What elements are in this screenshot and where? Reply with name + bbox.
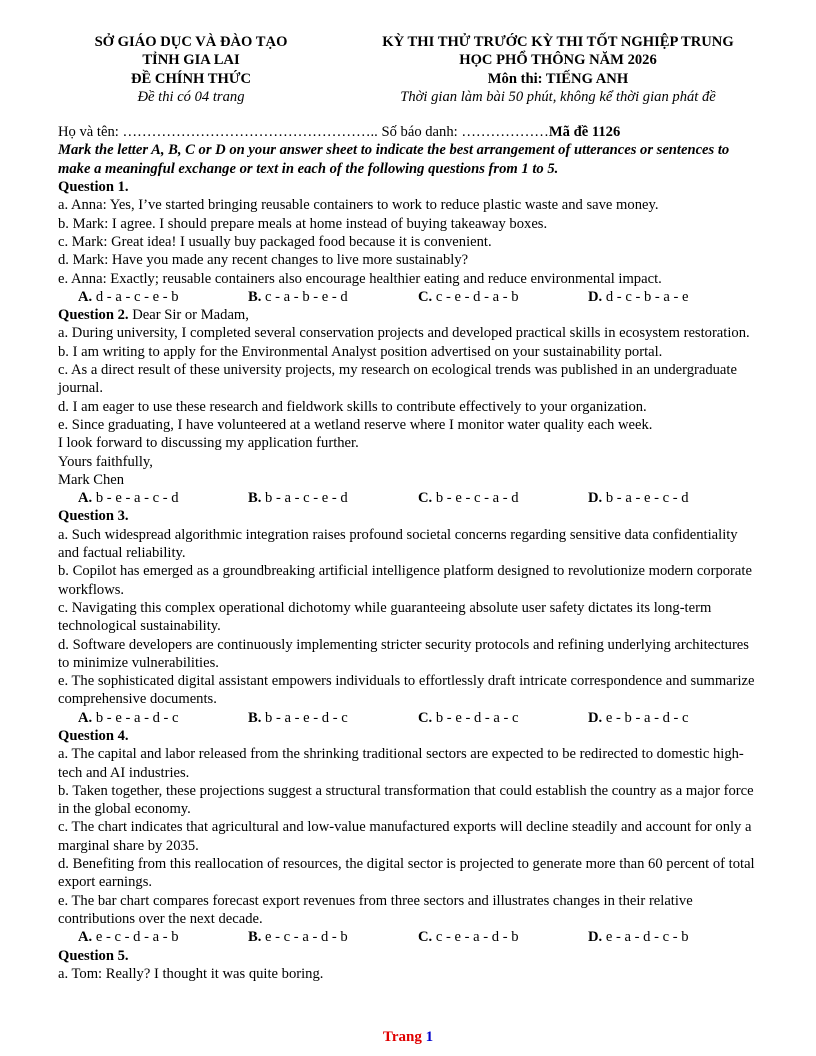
- question-sentence: d. Software developers are continuously implementing stricter security protocols and refining underlying architectures to minimize vulnerabilities.: [58, 636, 749, 671]
- question-title: Question 2.: [58, 307, 129, 324]
- question-heading: [58, 178, 758, 196]
- question-heading: [58, 507, 758, 525]
- question-sentence: a. The capital and labor released from the shrinking traditional sectors are expected to be redirected to domestic high-tech and AI industries.: [58, 746, 744, 781]
- question-sentence: d. I am eager to use these research and fieldwork skills to contribute effectively to your organization.: [58, 398, 647, 415]
- option-text: e - c - a - d - b: [265, 929, 348, 946]
- question-title: Question 3.: [58, 508, 129, 525]
- question-block: [58, 727, 758, 947]
- question-sentence: b. Mark: I agree. I should prepare meals at home instead of buying takeaway boxes.: [58, 215, 548, 232]
- province-name: TỈNH GIA LAI: [142, 52, 240, 69]
- option-letter: C.: [418, 288, 433, 305]
- answer-option: [418, 928, 588, 946]
- exam-title-line1: KỲ THI THỬ TRƯỚC KỲ THI TỐT NGHIỆP TRUNG: [382, 34, 734, 50]
- answer-option: [248, 489, 418, 507]
- page-label: Trang: [382, 1029, 422, 1045]
- question-block: [58, 178, 758, 306]
- exam-page: [58, 33, 758, 983]
- answer-option: [418, 709, 588, 727]
- option-text: e - a - d - c - b: [605, 929, 689, 946]
- question-block: [58, 947, 758, 984]
- answer-option: [78, 288, 248, 306]
- option-letter: D.: [588, 490, 603, 507]
- question-sentence: e. Anna: Exactly; reusable containers also encourage healthier eating and reduce environmental impact.: [58, 270, 662, 287]
- letter-closing-line: Yours faithfully,: [58, 453, 153, 470]
- exam-header: [58, 33, 758, 106]
- answer-option: [78, 709, 248, 727]
- exam-code: Mã đề 1126: [548, 124, 621, 141]
- candidate-info: [58, 123, 758, 141]
- exam-title-line2: HỌC PHỔ THÔNG NĂM 2026: [459, 52, 657, 69]
- question-heading: [58, 306, 758, 324]
- option-text: b - e - a - d - c: [95, 709, 179, 726]
- letter-closing-line: Mark Chen: [58, 471, 125, 488]
- question-sentence: d. Mark: Have you made any recent changes to live more sustainably?: [58, 252, 469, 269]
- question-sentence: b. Copilot has emerged as a groundbreaking artificial intelligence platform designed to revolutionize modern corporate workflows.: [58, 563, 752, 598]
- question-heading: [58, 947, 758, 965]
- question-sentence: a. Such widespread algorithmic integration raises profound societal concerns regarding sensitive data confidentiality and factual reliability.: [58, 526, 738, 562]
- question-heading: [58, 727, 758, 745]
- answer-option: [248, 709, 418, 727]
- option-letter: D.: [588, 709, 603, 726]
- option-text: b - e - c - a - d: [435, 490, 519, 507]
- question-intro: Dear Sir or Madam,: [132, 307, 249, 324]
- question-sentence: e. The bar chart compares forecast export revenues from three sectors and illustrates changes in their relative contributions over the next decade.: [58, 892, 693, 927]
- option-letter: B.: [248, 288, 262, 305]
- question-sentence: a. During university, I completed several conservation projects and developed practical skills in ecosystem restoration.: [58, 325, 750, 342]
- option-text: b - a - e - d - c: [265, 709, 348, 726]
- option-letter: B.: [248, 490, 262, 507]
- answer-options: [58, 928, 758, 946]
- answer-option: [78, 489, 248, 507]
- question-sentence: e. The sophisticated digital assistant empowers individuals to effortlessly draft intricate correspondence and summarize comprehensive documents.: [58, 673, 755, 708]
- answer-options: [58, 489, 758, 507]
- option-letter: C.: [418, 929, 433, 946]
- official-label: ĐỀ CHÍNH THỨC: [130, 70, 251, 87]
- option-text: e - c - d - a - b: [95, 929, 179, 946]
- option-text: d - c - b - a - e: [605, 288, 689, 305]
- option-letter: A.: [78, 709, 93, 726]
- header-right: [348, 33, 768, 106]
- option-text: b - e - d - a - c: [435, 709, 519, 726]
- option-letter: C.: [418, 490, 433, 507]
- answer-option: [418, 489, 588, 507]
- answer-options: [58, 709, 758, 727]
- question-block: [58, 306, 758, 507]
- page-number: 1: [425, 1029, 434, 1045]
- question-sentence: c. Mark: Great idea! I usually buy packaged food because it is convenient.: [58, 233, 492, 250]
- option-letter: B.: [248, 929, 262, 946]
- question-sentence: b. Taken together, these projections suggest a structural transformation that could establish the country as a major force in the global economy.: [58, 782, 754, 818]
- question-block: [58, 507, 758, 727]
- option-text: b - a - c - e - d: [265, 490, 348, 507]
- question-title: Question 5.: [58, 947, 129, 964]
- option-text: e - b - a - d - c: [605, 709, 689, 726]
- option-letter: C.: [418, 709, 433, 726]
- question-sentence: a. Anna: Yes, I’ve started bringing reusable containers to work to reduce plastic waste and save money.: [58, 197, 659, 214]
- answer-option: [588, 709, 758, 727]
- question-title: Question 1.: [58, 179, 129, 196]
- option-text: c - a - b - e - d: [265, 288, 348, 305]
- question-sentence: c. As a direct result of these university projects, my research on ecological trends was published in an undergraduate journal.: [58, 362, 737, 397]
- option-text: b - a - e - c - d: [605, 490, 689, 507]
- answer-option: [248, 928, 418, 946]
- question-title: Question 4.: [58, 727, 129, 744]
- option-letter: A.: [78, 929, 93, 946]
- answer-option: [248, 288, 418, 306]
- option-text: d - a - c - e - b: [95, 288, 179, 305]
- page-footer: [0, 1029, 816, 1046]
- question-sentence: c. The chart indicates that agricultural and low-value manufactured exports will decline steadily and account for only a marginal share by 2035.: [58, 819, 752, 854]
- letter-closing-line: I look forward to discussing my application further.: [58, 435, 359, 452]
- question-sentence: e. Since graduating, I have volunteered at a wetland reserve where I monitor water quality each week.: [58, 416, 653, 433]
- question-sentence: c. Navigating this complex operational dichotomy while guaranteeing absolute user safety dictates its long-term technological sustainability.: [58, 599, 712, 635]
- header-left: [66, 33, 316, 106]
- instruction: Mark the letter A, B, C or D on your answer sheet to indicate the best arrangement of utterances or sentences to make a meaningful exchange or text in each of the following questions from 1 to 5.: [58, 142, 730, 177]
- option-text: c - e - d - a - b: [435, 288, 519, 305]
- subject: Môn thi: TIẾNG ANH: [487, 70, 629, 87]
- question-sentence: b. I am writing to apply for the Environmental Analyst position advertised on your sustainability portal.: [58, 343, 663, 360]
- option-text: c - e - a - d - b: [435, 929, 519, 946]
- time-limit: Thời gian làm bài 50 phút, không kể thời gian phát đề: [400, 88, 716, 105]
- answer-option: [418, 288, 588, 306]
- answer-option: [588, 928, 758, 946]
- option-letter: D.: [588, 929, 603, 946]
- option-text: b - e - a - c - d: [95, 490, 179, 507]
- page-count: Đề thi có 04 trang: [137, 88, 245, 105]
- answer-option: [78, 928, 248, 946]
- answer-options: [58, 288, 758, 306]
- department-name: SỞ GIÁO DỤC VÀ ĐÀO TẠO: [94, 34, 288, 50]
- question-sentence: a. Tom: Really? I thought it was quite boring.: [58, 965, 324, 982]
- answer-option: [588, 288, 758, 306]
- option-letter: D.: [588, 288, 603, 305]
- option-letter: A.: [78, 490, 93, 507]
- option-letter: A.: [78, 288, 93, 305]
- question-list: [58, 178, 758, 983]
- answer-option: [588, 489, 758, 507]
- candidate-fields: Họ và tên: …………………………………………….. Số báo danh: ………………: [58, 124, 549, 141]
- option-letter: B.: [248, 709, 262, 726]
- question-sentence: d. Benefiting from this reallocation of resources, the digital sector is projected to generate more than 60 percent of total export earnings.: [58, 856, 755, 891]
